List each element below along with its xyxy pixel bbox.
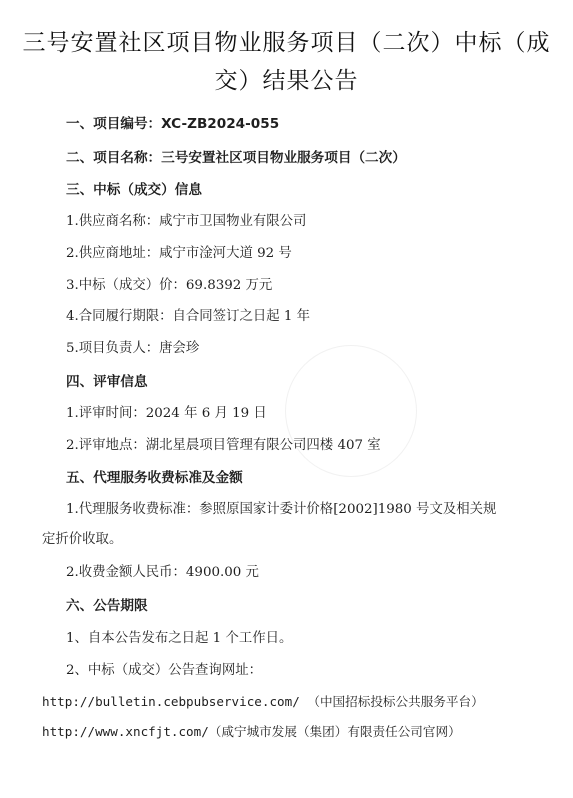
faded-seal-stamp — [285, 345, 417, 477]
query-url-xncfjt-link[interactable]: http://www.xncfjt.com/（咸宁城市发展（集团）有限责任公司官网） — [42, 724, 461, 739]
award-item-project-leader: 5.项目负责人：唐会珍 — [66, 341, 200, 356]
award-item-supplier-address: 2.供应商地址：咸宁市淦河大道 92 号 — [66, 246, 292, 261]
fee-item-standard-line-1: 1.代理服务收费标准：参照原国家计委计价格[2002]1980 号文及相关规 — [66, 502, 497, 517]
query-url-cebpubservice-link[interactable]: http://bulletin.cebpubservice.com/ （中国招标投标公共服务平台） — [42, 694, 484, 709]
fee-item-amount: 2.收费金额人民币：4900.00 元 — [66, 565, 259, 580]
section-award-info-heading: 三、中标（成交）信息 — [66, 182, 202, 198]
page-title-line-1: 三号安置社区项目物业服务项目（二次）中标（成 — [22, 30, 551, 56]
period-item-duration: 1、自本公告发布之日起 1 个工作日。 — [66, 631, 293, 646]
award-item-contract-period: 4.合同履行期限：自合同签订之日起 1 年 — [66, 309, 311, 324]
section-review-info-heading: 四、评审信息 — [66, 374, 148, 390]
section-project-number: 一、项目编号：XC-ZB2024-055 — [66, 116, 280, 132]
page-title-line-2: 交）结果公告 — [214, 68, 359, 94]
review-item-location: 2.评审地点：湖北星晨项目管理有限公司四楼 407 室 — [66, 438, 381, 453]
section-project-name: 二、项目名称：三号安置社区项目物业服务项目（二次） — [66, 150, 406, 166]
award-item-price: 3.中标（成交）价：69.8392 万元 — [66, 278, 273, 293]
fee-item-standard-line-2: 定折价收取。 — [42, 532, 123, 547]
section-announcement-period-heading: 六、公告期限 — [66, 598, 148, 614]
award-item-supplier-name: 1.供应商名称：咸宁市卫国物业有限公司 — [66, 214, 307, 229]
review-item-time: 1.评审时间：2024 年 6 月 19 日 — [66, 406, 267, 421]
section-agency-fee-heading: 五、代理服务收费标准及金额 — [66, 470, 243, 486]
period-item-query-url-label: 2、中标（成交）公告查询网址： — [66, 663, 262, 678]
